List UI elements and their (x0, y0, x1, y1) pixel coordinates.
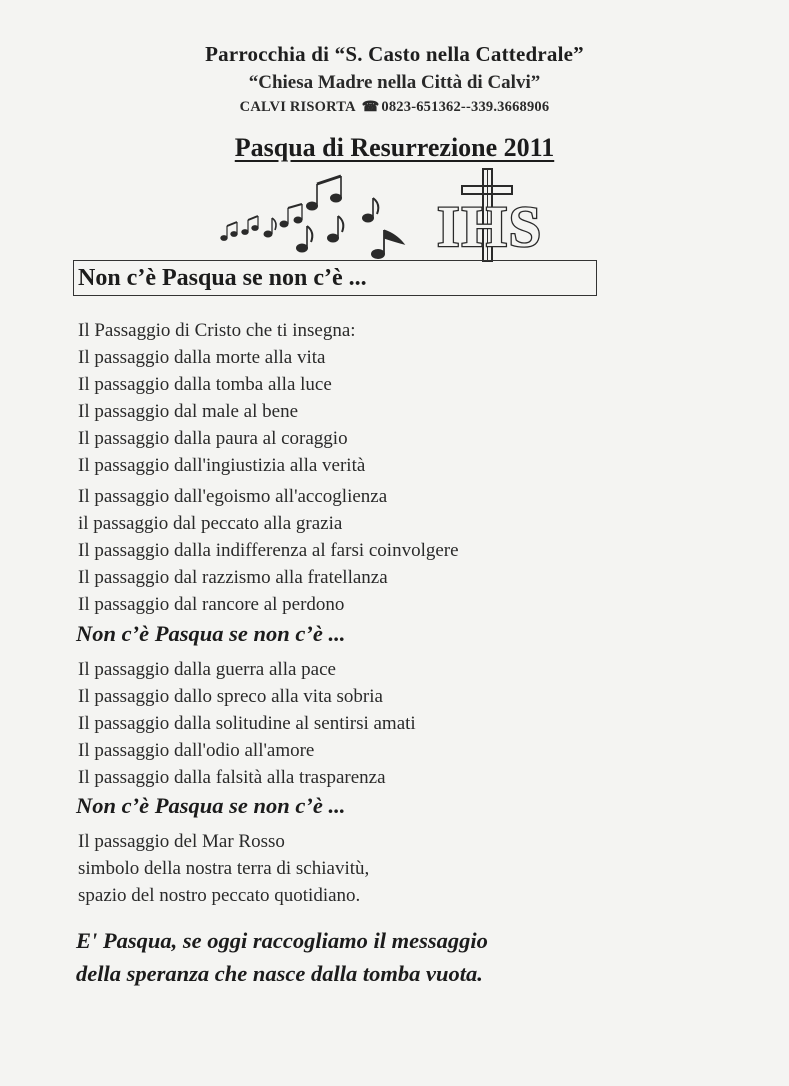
closing-line: E' Pasqua, se oggi raccogliamo il messaggio (76, 928, 488, 953)
emblem (218, 166, 548, 262)
music-notes-icon (221, 176, 404, 259)
text-line: il passaggio dal peccato alla grazia (78, 513, 343, 534)
text-line: Il passaggio dall'ingiustizia alla verità (78, 455, 366, 476)
page-title: Pasqua di Resurrezione 2011 (234, 133, 555, 162)
text-line: Il passaggio dallo spreco alla vita sobria (78, 686, 383, 707)
boxed-heading: Non c’è Pasqua se non c’è ... (73, 260, 597, 296)
text-line: Il passaggio dalla morte alla vita (78, 347, 326, 368)
telephone-icon: ☎ (361, 100, 380, 115)
refrain-heading: Non c’è Pasqua se non c’è ... (76, 793, 346, 818)
text-line: simbolo della nostra terra di schiavitù, (78, 858, 370, 879)
text-line: Il passaggio dal rancore al perdono (78, 594, 345, 615)
text-line: Il passaggio dalla guerra alla pace (78, 659, 336, 680)
text-line: Il passaggio dalla indifferenza al farsi coinvolgere (78, 540, 459, 561)
parish-name: Parrocchia di “S. Casto nella Cattedrale” (205, 42, 584, 66)
text-line: Il passaggio dal male al bene (78, 401, 299, 422)
text-line: Il passaggio dalla solitudine al sentirsi amati (78, 713, 416, 734)
place-name: CALVI RISORTA (239, 99, 356, 115)
text-line: spazio del nostro peccato quotidiano. (78, 885, 361, 906)
text-line: Il Passaggio di Cristo che ti insegna: (78, 320, 356, 341)
closing-line: della speranza che nasce dalla tomba vuota. (76, 961, 483, 986)
ihs-monogram: IHS (437, 194, 543, 259)
text-line: Il passaggio dall'egoismo all'accoglienza (78, 486, 388, 507)
text-line: Il passaggio dal razzismo alla fratellanza (78, 567, 388, 588)
contact-line (0, 99, 789, 116)
phone-numbers: 0823-651362--339.3668906 (381, 99, 550, 115)
text-line: Il passaggio dalla falsità alla trasparenza (78, 767, 386, 788)
text-line: Il passaggio dalla paura al coraggio (78, 428, 348, 449)
refrain-heading: Non c’è Pasqua se non c’è ... (76, 621, 346, 646)
text-line: Il passaggio dall'odio all'amore (78, 740, 315, 761)
church-subtitle: “Chiesa Madre nella Città di Calvi” (248, 72, 541, 93)
text-line: Il passaggio dalla tomba alla luce (78, 374, 332, 395)
text-line: Il passaggio del Mar Rosso (78, 831, 285, 852)
